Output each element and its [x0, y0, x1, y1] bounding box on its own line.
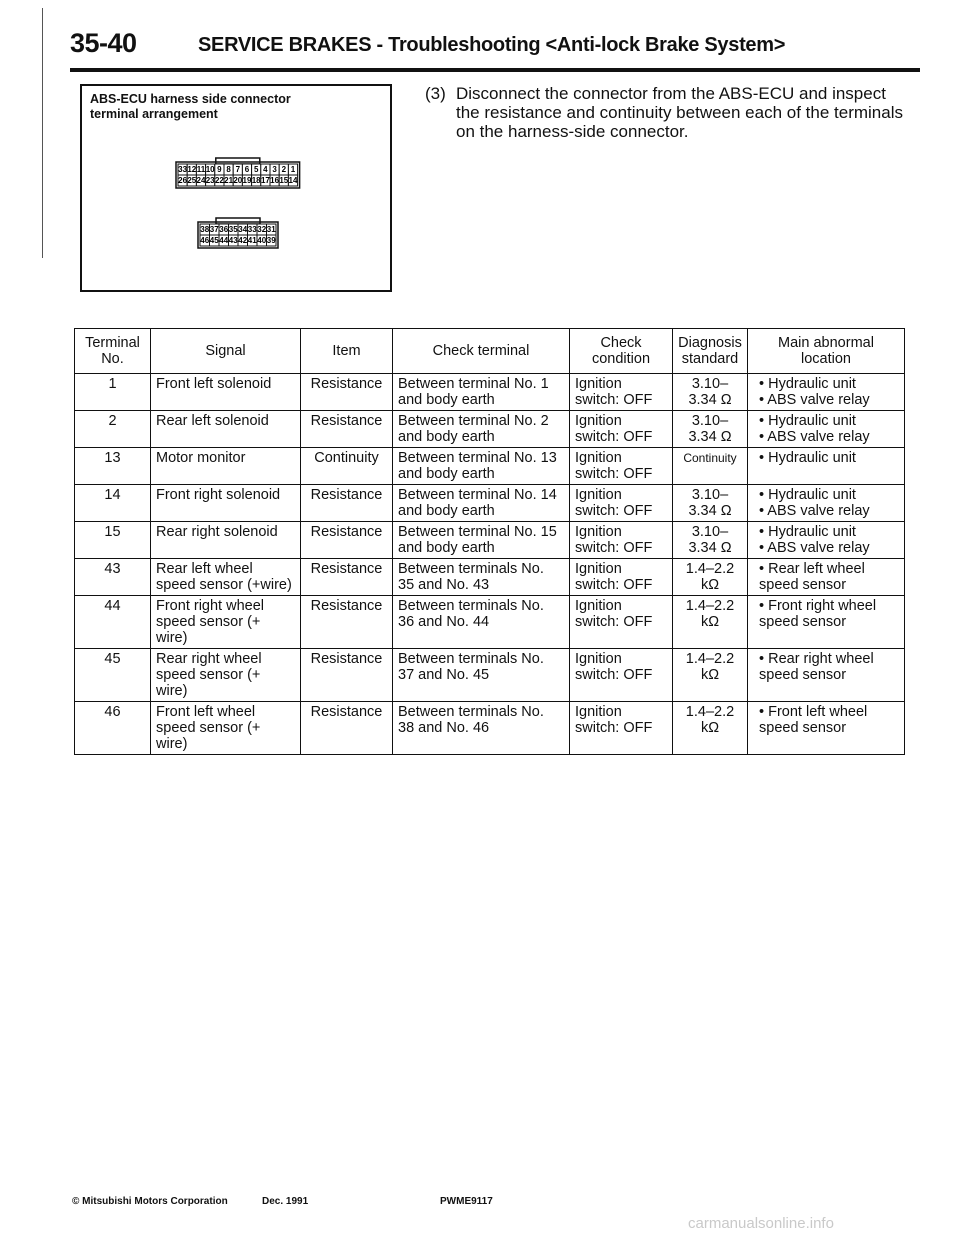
location-item: • Front right wheel speed sensor — [759, 598, 877, 630]
diagnosis-standard-cell: 3.10– 3.34 Ω — [673, 374, 748, 411]
abnormal-location-cell — [748, 374, 905, 411]
pin-number: 12 — [187, 165, 197, 174]
check-condition-cell: Ignition switch: OFF — [570, 374, 673, 411]
location-item: • Hydraulic unit — [759, 524, 856, 540]
location-item: • Rear right wheel speed sensor — [759, 651, 874, 683]
terminal-cell: 14 — [75, 485, 151, 522]
location-item: • Hydraulic unit — [759, 450, 856, 466]
pin-number: 43 — [228, 236, 238, 245]
signal-cell: Front right wheel speed sensor (+ wire) — [151, 596, 301, 649]
pin-number: 16 — [270, 176, 280, 185]
abnormal-location-cell — [748, 522, 905, 559]
item-cell: Resistance — [301, 596, 393, 649]
location-item: • Rear left wheel speed sensor — [759, 561, 865, 593]
check-terminal-cell: Between terminal No. 15 and body earth — [393, 522, 570, 559]
location-item: • Hydraulic unit — [759, 376, 856, 392]
table-row — [75, 374, 905, 411]
pin-number: 40 — [257, 236, 267, 245]
diagnosis-standard-cell: 3.10– 3.34 Ω — [673, 522, 748, 559]
location-item: • Hydraulic unit — [759, 413, 856, 429]
location-item: • Hydraulic unit — [759, 487, 856, 503]
watermark: carmanualsonline.info — [688, 1215, 834, 1232]
check-terminal-cell: Between terminals No. 37 and No. 45 — [393, 649, 570, 702]
signal-cell: Rear left wheel speed sensor (+wire) — [151, 559, 301, 596]
figure-caption — [90, 92, 291, 122]
abnormal-location-cell — [748, 702, 905, 755]
table-row — [75, 411, 905, 448]
check-condition-cell: Ignition switch: OFF — [570, 596, 673, 649]
header-diagnosis-standard: Diagnosis standard — [673, 329, 748, 374]
check-condition-cell: Ignition switch: OFF — [570, 448, 673, 485]
pin-number: 11 — [196, 165, 206, 174]
pin-number: 25 — [187, 176, 197, 185]
item-cell: Continuity — [301, 448, 393, 485]
pin-number: 23 — [205, 176, 215, 185]
pin-number: 33 — [247, 225, 257, 234]
check-terminal-cell: Between terminals No. 38 and No. 46 — [393, 702, 570, 755]
pin-number: 17 — [260, 176, 270, 185]
pin-number: 35 — [228, 225, 238, 234]
check-terminal-cell: Between terminals No. 36 and No. 44 — [393, 596, 570, 649]
pin-number: 37 — [209, 225, 219, 234]
terminal-cell: 1 — [75, 374, 151, 411]
check-terminal-cell: Between terminals No. 35 and No. 43 — [393, 559, 570, 596]
item-cell: Resistance — [301, 522, 393, 559]
table-row — [75, 522, 905, 559]
signal-cell: Rear left solenoid — [151, 411, 301, 448]
inspection-table — [74, 328, 905, 755]
pin-number: 24 — [196, 176, 206, 185]
pin-number: 26 — [178, 176, 188, 185]
section-title: SERVICE BRAKES - Troubleshooting <Anti-lock Brake System> — [198, 34, 786, 56]
pin-number: 5 — [253, 165, 259, 174]
item-cell: Resistance — [301, 411, 393, 448]
terminal-cell: 45 — [75, 649, 151, 702]
pin-number: 10 — [205, 165, 215, 174]
pin-number: 31 — [266, 225, 276, 234]
pin-number: 45 — [209, 236, 219, 245]
location-item: • ABS valve relay — [759, 503, 870, 519]
pin-number: 4 — [263, 165, 268, 174]
item-cell: Resistance — [301, 374, 393, 411]
pin-number: 41 — [247, 236, 257, 245]
diagnosis-standard-cell: Continuity — [673, 448, 748, 485]
abnormal-location-cell — [748, 411, 905, 448]
item-cell: Resistance — [301, 702, 393, 755]
figure-caption-line2: terminal arrangement — [90, 107, 218, 121]
pin-number: 36 — [219, 225, 229, 234]
header-check-terminal: Check terminal — [393, 329, 570, 374]
check-condition-cell: Ignition switch: OFF — [570, 522, 673, 559]
signal-cell: Front left solenoid — [151, 374, 301, 411]
signal-cell: Rear right solenoid — [151, 522, 301, 559]
abnormal-location-cell — [748, 448, 905, 485]
check-terminal-cell: Between terminal No. 13 and body earth — [393, 448, 570, 485]
pin-number: 38 — [200, 225, 210, 234]
diagnosis-standard-cell: 1.4–2.2 kΩ — [673, 702, 748, 755]
location-item: • ABS valve relay — [759, 429, 870, 445]
footer-copyright: © Mitsubishi Motors Corporation — [72, 1196, 228, 1207]
connector-a-latch — [216, 158, 260, 164]
pin-number: 33 — [178, 165, 188, 174]
pin-number: 46 — [200, 236, 210, 245]
footer-code: PWME9117 — [440, 1196, 493, 1207]
pin-number: 20 — [233, 176, 243, 185]
signal-cell: Front right solenoid — [151, 485, 301, 522]
check-condition-cell: Ignition switch: OFF — [570, 559, 673, 596]
pin-number: 7 — [235, 165, 241, 174]
page-header — [70, 26, 920, 72]
connector-diagram — [82, 136, 386, 286]
terminal-cell: 46 — [75, 702, 151, 755]
table-header-row — [75, 329, 905, 374]
terminal-cell: 2 — [75, 411, 151, 448]
abnormal-location-cell — [748, 649, 905, 702]
item-cell: Resistance — [301, 559, 393, 596]
pin-number: 9 — [217, 165, 222, 174]
abnormal-location-cell — [748, 596, 905, 649]
check-condition-cell: Ignition switch: OFF — [570, 702, 673, 755]
pin-number: 32 — [257, 225, 267, 234]
check-terminal-cell: Between terminal No. 2 and body earth — [393, 411, 570, 448]
header-item: Item — [301, 329, 393, 374]
pin-number: 1 — [290, 165, 296, 174]
item-cell: Resistance — [301, 485, 393, 522]
figure-caption-line1: ABS-ECU harness side connector — [90, 92, 291, 106]
header-terminal: Terminal No. — [75, 329, 151, 374]
pin-number: 2 — [281, 165, 287, 174]
pin-number: 3 — [272, 165, 277, 174]
connector-figure — [80, 84, 392, 292]
pin-number: 6 — [244, 165, 250, 174]
pin-number: 22 — [214, 176, 224, 185]
pin-number: 21 — [224, 176, 234, 185]
table-row — [75, 485, 905, 522]
signal-cell: Front left wheel speed sensor (+ wire) — [151, 702, 301, 755]
header-abnormal-location: Main abnormal location — [748, 329, 905, 374]
check-condition-cell: Ignition switch: OFF — [570, 485, 673, 522]
check-condition-cell: Ignition switch: OFF — [570, 411, 673, 448]
diagnosis-standard-cell: 3.10– 3.34 Ω — [673, 411, 748, 448]
header-check-condition: Check condition — [570, 329, 673, 374]
signal-cell: Motor monitor — [151, 448, 301, 485]
diagnosis-standard-cell: 3.10– 3.34 Ω — [673, 485, 748, 522]
check-condition-cell: Ignition switch: OFF — [570, 649, 673, 702]
location-item: • ABS valve relay — [759, 392, 870, 408]
diagnosis-standard-cell: 1.4–2.2 kΩ — [673, 559, 748, 596]
connector-b-latch — [216, 218, 260, 224]
table-row — [75, 649, 905, 702]
diagnosis-standard-cell: 1.4–2.2 kΩ — [673, 649, 748, 702]
margin-rule — [42, 8, 43, 258]
footer-date: Dec. 1991 — [262, 1196, 309, 1207]
pin-number: 18 — [251, 176, 261, 185]
pin-number: 44 — [219, 236, 229, 245]
location-item: • ABS valve relay — [759, 540, 870, 556]
pin-number: 42 — [238, 236, 248, 245]
abnormal-location-cell — [748, 485, 905, 522]
terminal-cell: 44 — [75, 596, 151, 649]
pin-number: 34 — [238, 225, 248, 234]
diagnosis-standard-cell: 1.4–2.2 kΩ — [673, 596, 748, 649]
item-cell: Resistance — [301, 649, 393, 702]
table-row — [75, 559, 905, 596]
check-terminal-cell: Between terminal No. 14 and body earth — [393, 485, 570, 522]
pin-number: 8 — [226, 165, 231, 174]
header-signal: Signal — [151, 329, 301, 374]
pin-number: 15 — [279, 176, 289, 185]
pin-number: 39 — [266, 236, 276, 245]
step-instruction: Disconnect the connector from the ABS-ECU and inspect the resistance and continuity between each of the terminals on the harness-side connector. — [456, 84, 903, 141]
pin-number: 14 — [288, 176, 298, 185]
signal-cell: Rear right wheel speed sensor (+ wire) — [151, 649, 301, 702]
terminal-cell: 13 — [75, 448, 151, 485]
table-row — [75, 596, 905, 649]
terminal-cell: 15 — [75, 522, 151, 559]
pin-number: 19 — [242, 176, 252, 185]
table-row — [75, 702, 905, 755]
table-row — [75, 448, 905, 485]
check-terminal-cell: Between terminal No. 1 and body earth — [393, 374, 570, 411]
step-number: (3) — [425, 84, 446, 103]
page-number: 35-40 — [70, 28, 137, 58]
terminal-cell: 43 — [75, 559, 151, 596]
abnormal-location-cell — [748, 559, 905, 596]
location-item: • Front left wheel speed sensor — [759, 704, 868, 736]
